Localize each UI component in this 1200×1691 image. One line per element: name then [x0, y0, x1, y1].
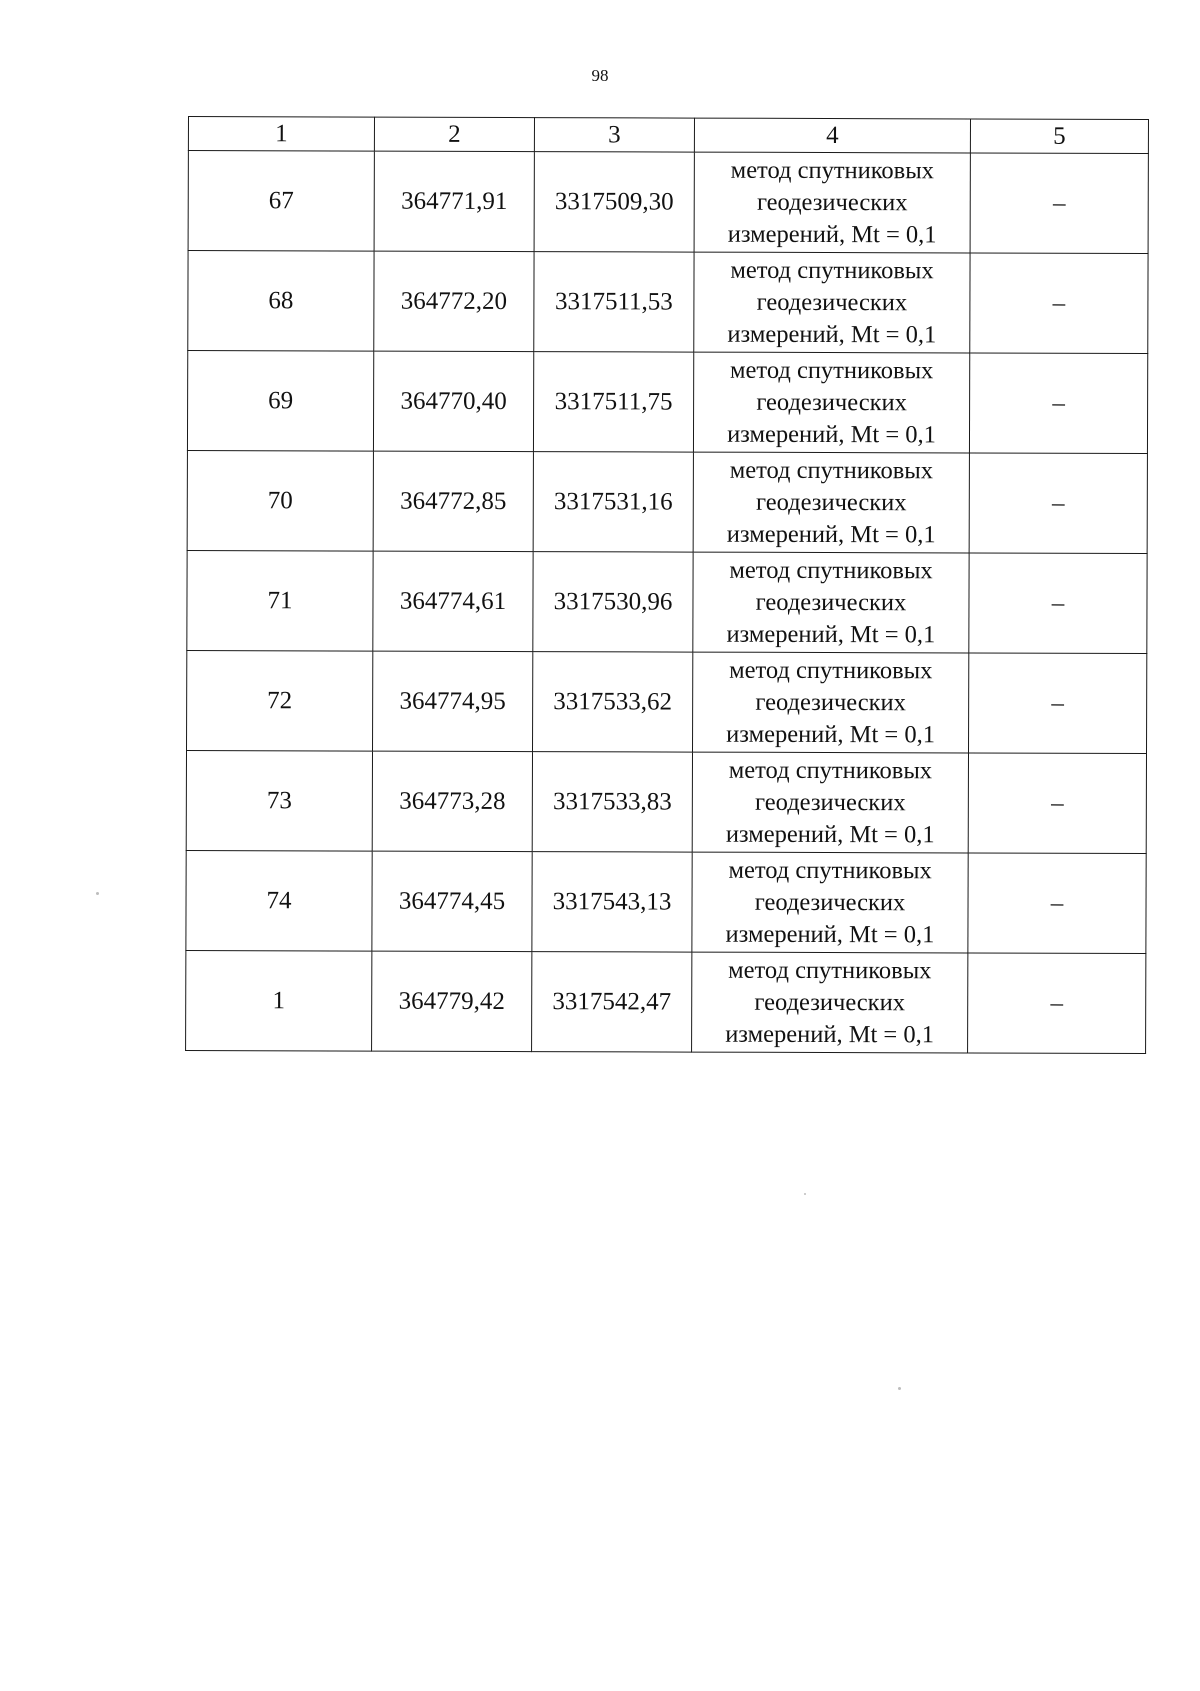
x-coordinate-cell: 364770,40: [373, 351, 533, 452]
table-body: [186, 151, 1149, 1054]
table-row: [186, 750, 1146, 853]
y-coordinate-cell: 3317511,53: [534, 252, 694, 353]
y-coordinate-cell: 3317533,83: [532, 752, 692, 853]
note-cell: –: [968, 853, 1146, 954]
method-cell: метод спутниковых геодезических измерений, Mt = 0,1: [694, 152, 970, 253]
point-cell: 69: [187, 351, 373, 452]
method-cell: метод спутниковых геодезических измерений, Mt = 0,1: [692, 952, 968, 1053]
y-coordinate-cell: 3317509,30: [534, 152, 694, 253]
table-header: [188, 117, 1148, 154]
page-number: 98: [591, 66, 609, 85]
x-coordinate-cell: 364779,42: [372, 951, 532, 1052]
method-cell: метод спутниковых геодезических измерений, Mt = 0,1: [693, 352, 969, 453]
note-cell: –: [970, 153, 1148, 254]
y-coordinate-cell: 3317511,75: [533, 352, 693, 453]
y-coordinate-cell: 3317531,16: [533, 452, 693, 553]
point-cell: 71: [187, 550, 373, 651]
method-cell: метод спутниковых геодезических измерений, Mt = 0,1: [693, 452, 969, 553]
table-row: [188, 251, 1148, 354]
table-row: [188, 151, 1148, 254]
note-cell: –: [969, 453, 1147, 554]
coordinates-table: [185, 116, 1149, 1054]
note-cell: –: [969, 553, 1147, 654]
point-cell: 67: [188, 151, 374, 252]
method-cell: метод спутниковых геодезических измерений, Mt = 0,1: [692, 852, 968, 953]
scan-speck: [804, 1193, 806, 1195]
x-coordinate-cell: 364772,85: [373, 451, 533, 552]
scan-speck: [898, 1387, 901, 1390]
note-cell: –: [969, 353, 1147, 454]
x-coordinate-cell: 364771,91: [374, 151, 534, 252]
table-row: [186, 850, 1146, 953]
table-row: [187, 450, 1147, 553]
point-cell: 68: [188, 251, 374, 352]
header-col-3: 3: [534, 118, 694, 153]
y-coordinate-cell: 3317530,96: [533, 552, 693, 653]
method-cell: метод спутниковых геодезических измерений, Mt = 0,1: [694, 252, 970, 353]
method-cell: метод спутниковых геодезических измерений, Mt = 0,1: [693, 652, 969, 753]
table-row: [187, 550, 1147, 653]
point-cell: 73: [186, 750, 372, 851]
table-row: [187, 650, 1147, 753]
note-cell: –: [970, 253, 1148, 354]
y-coordinate-cell: 3317533,62: [533, 652, 693, 753]
point-cell: 72: [187, 650, 373, 751]
header-row: [188, 117, 1148, 154]
point-cell: 70: [187, 450, 373, 551]
scan-speck: [96, 892, 99, 895]
header-col-4: 4: [694, 118, 970, 153]
note-cell: –: [969, 653, 1147, 754]
x-coordinate-cell: 364774,45: [372, 851, 532, 952]
x-coordinate-cell: 364774,95: [373, 651, 533, 752]
note-cell: –: [968, 953, 1146, 1054]
method-cell: метод спутниковых геодезических измерений, Mt = 0,1: [692, 752, 968, 853]
header-col-2: 2: [374, 117, 534, 152]
point-cell: 1: [186, 950, 372, 1051]
point-cell: 74: [186, 850, 372, 951]
method-cell: метод спутниковых геодезических измерений, Mt = 0,1: [693, 552, 969, 653]
y-coordinate-cell: 3317543,13: [532, 852, 692, 953]
header-col-1: 1: [188, 117, 374, 152]
note-cell: –: [968, 753, 1146, 854]
y-coordinate-cell: 3317542,47: [532, 952, 692, 1053]
x-coordinate-cell: 364774,61: [373, 551, 533, 652]
header-col-5: 5: [970, 119, 1148, 154]
x-coordinate-cell: 364773,28: [372, 751, 532, 852]
x-coordinate-cell: 364772,20: [374, 251, 534, 352]
table-row: [187, 351, 1147, 454]
table-row: [186, 950, 1146, 1053]
